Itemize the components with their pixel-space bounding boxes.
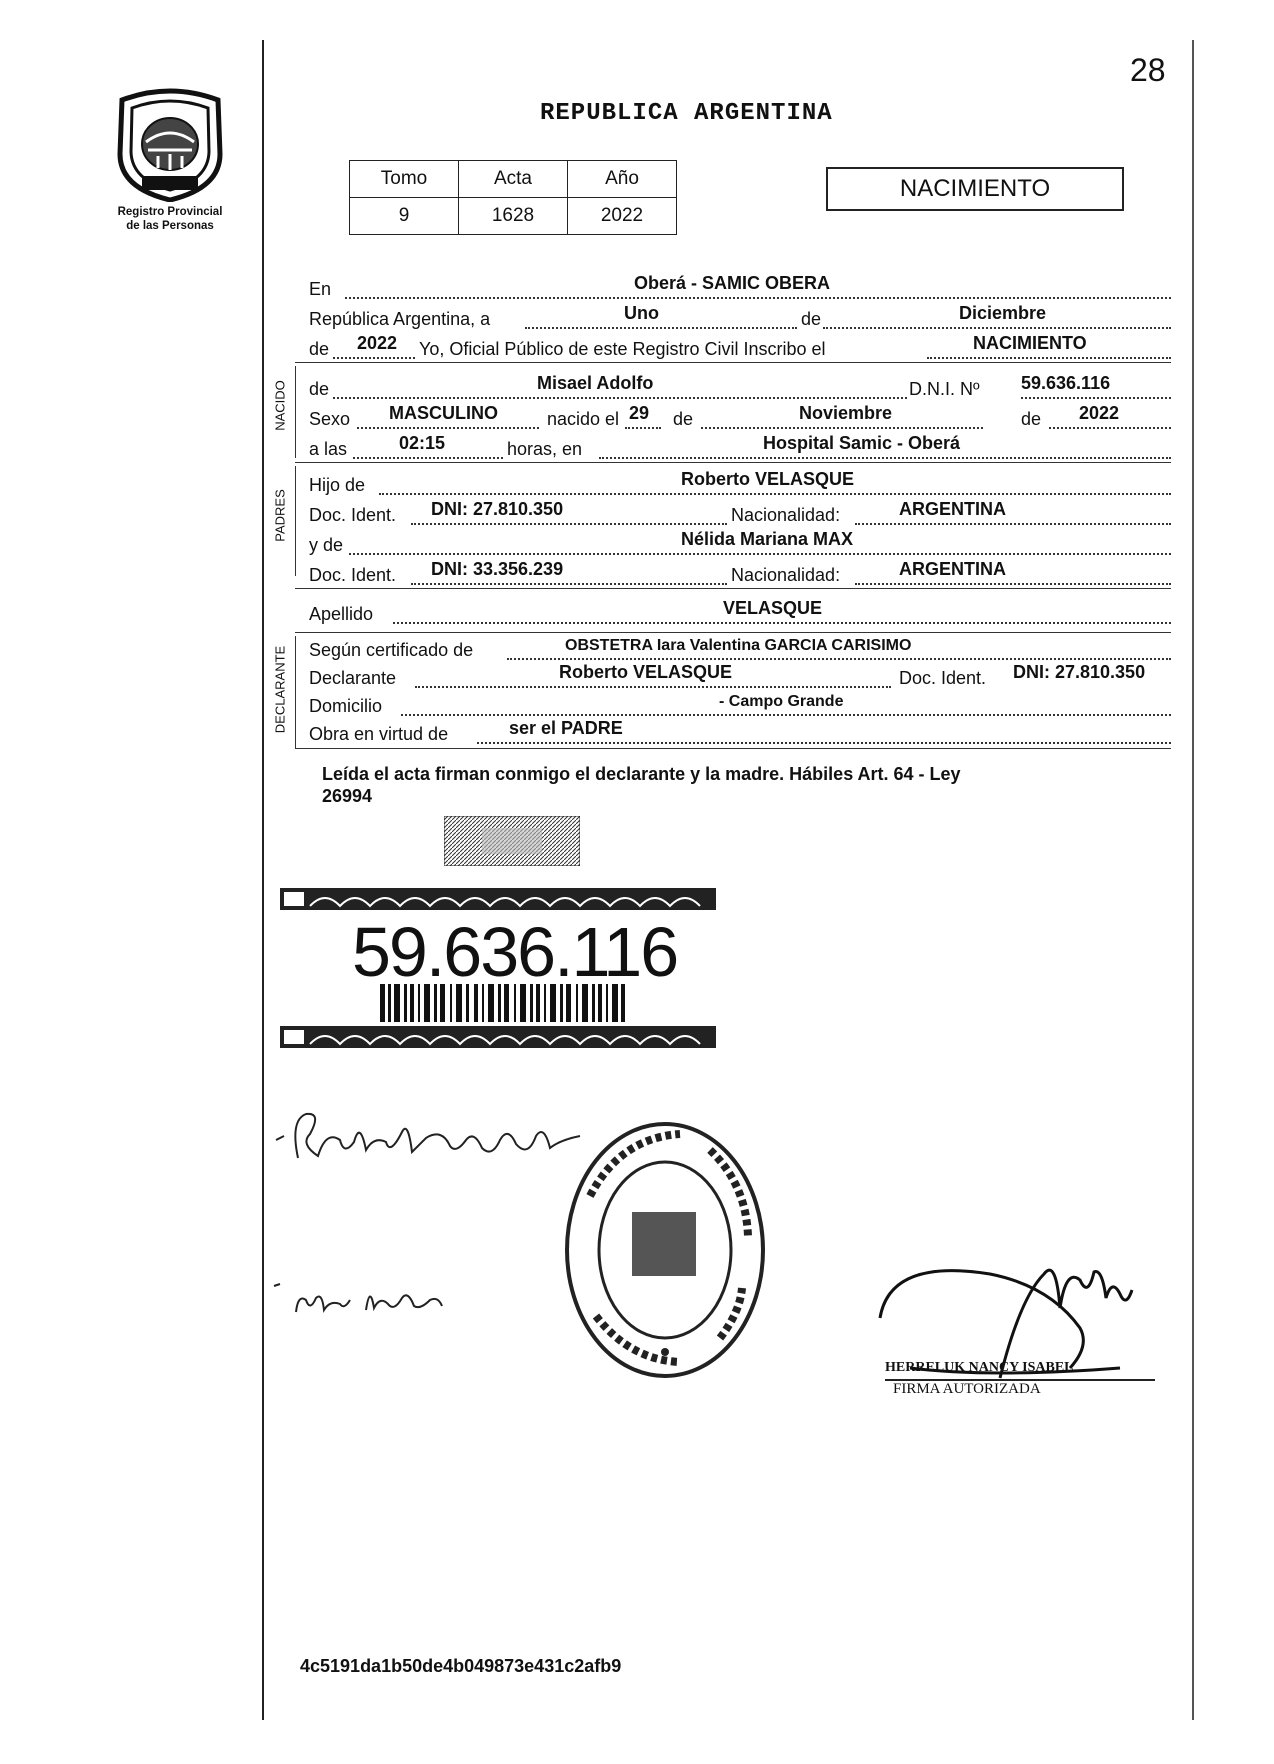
row-capacity xyxy=(309,718,1171,747)
label-obra: Obra en virtud de xyxy=(309,724,449,744)
label-hijo: Hijo de xyxy=(309,475,366,495)
document-hash: 4c5191da1b50de4b049873e431c2afb9 xyxy=(300,1656,622,1676)
page-number: 28 xyxy=(1130,52,1166,88)
label-republica: República Argentina, a xyxy=(309,309,491,329)
reference-table xyxy=(349,160,677,235)
registry-round-seal-icon xyxy=(560,1116,770,1384)
ref-header-acta: Acta xyxy=(459,161,568,198)
section-label-declarante: DECLARANTE xyxy=(272,645,288,734)
dotted-line xyxy=(525,319,797,329)
label-de4: de xyxy=(673,409,694,429)
row-address xyxy=(309,693,1171,719)
ref-value-tomo: 9 xyxy=(350,198,459,235)
row-declarant xyxy=(309,662,1171,691)
value-sex: MASCULINO xyxy=(389,403,498,423)
row-name xyxy=(309,373,1171,402)
section-label-padres: PADRES xyxy=(272,489,288,542)
label-doc3: Doc. Ident. xyxy=(899,668,987,688)
value-birth-month: Noviembre xyxy=(799,403,893,423)
section-divider xyxy=(295,362,1171,363)
label-apellido: Apellido xyxy=(309,604,374,624)
row-date-line xyxy=(309,303,1171,332)
province-logo xyxy=(108,84,232,207)
stamp-name: HERRELUK NANCY ISABEL xyxy=(885,1360,1074,1375)
sticker-top-band-icon xyxy=(280,888,716,910)
row-father-doc xyxy=(309,499,1171,528)
row-father xyxy=(309,469,1171,498)
section-divider xyxy=(295,462,1171,463)
registry-label-line2: de las Personas xyxy=(126,220,214,232)
label-a-las: a las xyxy=(309,439,348,459)
ref-header-anio: Año xyxy=(568,161,677,198)
value-father-doc: DNI: 27.810.350 xyxy=(431,499,564,519)
value-month: Diciembre xyxy=(959,303,1047,323)
label-dni: D.N.I. Nº xyxy=(909,379,980,399)
closing-statement: Leída el acta firman conmigo el declarante y la madre. Hábiles Art. 64 - Ley xyxy=(322,764,961,784)
act-type-box: NACIMIENTO xyxy=(826,167,1124,211)
row-surname xyxy=(309,598,1171,627)
value-father: Roberto VELASQUE xyxy=(681,469,855,489)
closing-law-number: 26994 xyxy=(322,786,373,806)
section-divider xyxy=(295,588,1171,589)
value-birth-day: 29 xyxy=(629,403,650,423)
value-mother-doc: DNI: 33.356.239 xyxy=(431,559,564,579)
label-sexo: Sexo xyxy=(309,409,351,429)
row-mother xyxy=(309,529,1171,558)
value-surname: VELASQUE xyxy=(723,598,823,618)
value-dni: 59.636.116 xyxy=(1021,373,1111,393)
value-birth-year: 2022 xyxy=(1079,403,1120,423)
section-bar-nacido xyxy=(295,366,296,458)
value-father-nat: ARGENTINA xyxy=(899,499,1006,519)
province-seal-icon xyxy=(108,84,232,202)
label-registrar: Yo, Oficial Público de este Registro Civil Inscribo el xyxy=(419,339,826,359)
label-cert: Según certificado de xyxy=(309,640,474,660)
row-registrar xyxy=(309,333,1171,362)
value-birth-time: 02:15 xyxy=(399,433,446,453)
registry-label-line1: Registro Provincial xyxy=(117,206,223,218)
label-domicilio: Domicilio xyxy=(309,696,383,716)
section-divider xyxy=(295,748,1171,749)
label-declarante: Declarante xyxy=(309,668,397,688)
ref-value-anio: 2022 xyxy=(568,198,677,235)
value-name: Misael Adolfo xyxy=(537,373,654,393)
value-act-word: NACIMIENTO xyxy=(973,333,1087,353)
stamp-title: FIRMA AUTORIZADA xyxy=(893,1381,1041,1397)
label-de3: de xyxy=(309,379,330,399)
value-birth-place: Hospital Samic - Oberá xyxy=(763,433,961,453)
label-nac1: Nacionalidad: xyxy=(731,505,841,525)
label-de2: de xyxy=(309,339,330,359)
value-declarant-doc: DNI: 27.810.350 xyxy=(1013,662,1146,682)
label-doc1: Doc. Ident. xyxy=(309,505,397,525)
country-title: REPUBLICA ARGENTINA xyxy=(540,100,833,127)
row-sex-birth xyxy=(309,403,1171,432)
right-margin-line xyxy=(1192,40,1194,1720)
label-doc2: Doc. Ident. xyxy=(309,565,397,585)
label-y-de: y de xyxy=(309,535,344,555)
value-place: Oberá - SAMIC OBERA xyxy=(634,273,831,293)
section-label-nacido: NACIDO xyxy=(272,380,288,431)
registry-label xyxy=(102,205,238,233)
value-certificate: OBSTETRA Iara Valentina GARCIA CARISIMO xyxy=(565,637,912,654)
value-capacity: ser el PADRE xyxy=(509,718,623,738)
section-bar-declarante xyxy=(295,636,296,748)
row-time-place xyxy=(309,433,1171,462)
dni-sticker-number: 59.636.116 xyxy=(352,913,678,991)
hologram-sticker-icon xyxy=(444,816,580,866)
row-mother-doc xyxy=(309,559,1171,588)
mother-signature-icon xyxy=(270,1270,450,1330)
left-margin-line xyxy=(262,40,264,1720)
value-address: - Campo Grande xyxy=(719,693,844,710)
value-mother: Nélida Mariana MAX xyxy=(681,529,854,549)
row-place xyxy=(309,273,1171,302)
label-en: En xyxy=(309,279,332,299)
declarant-signature-icon xyxy=(270,1100,590,1190)
ref-value-acta: 1628 xyxy=(459,198,568,235)
value-year: 2022 xyxy=(357,333,398,353)
value-declarant: Roberto VELASQUE xyxy=(559,662,733,682)
label-de5: de xyxy=(1021,409,1042,429)
ref-header-tomo: Tomo xyxy=(350,161,459,198)
value-day-word: Uno xyxy=(624,303,659,323)
label-born: nacido el xyxy=(547,409,620,429)
sticker-bottom-band-icon xyxy=(280,1026,716,1048)
value-mother-nat: ARGENTINA xyxy=(899,559,1006,579)
label-nac2: Nacionalidad: xyxy=(731,565,841,585)
label-horas: horas, en xyxy=(507,439,583,459)
label-de1: de xyxy=(801,309,822,329)
section-bar-padres xyxy=(295,466,296,576)
